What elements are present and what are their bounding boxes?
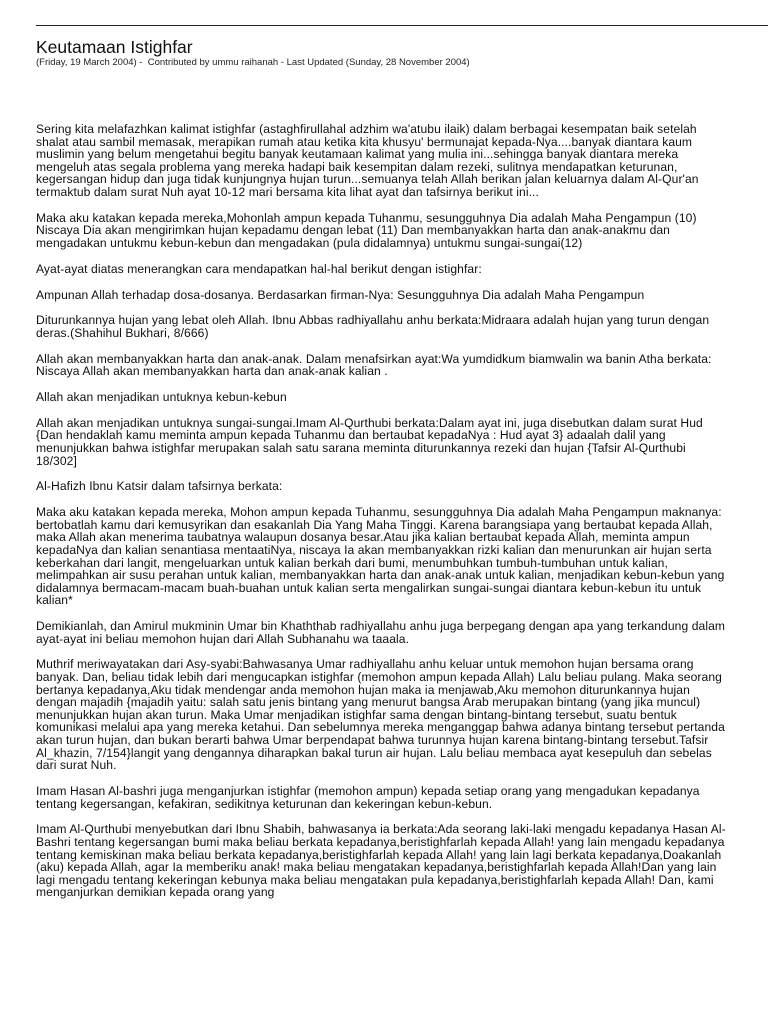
article-header xyxy=(36,37,736,69)
body-paragraph: Allah akan menjadikan untuknya sungai-sungai.Imam Al-Qurthubi berkata:Dalam ayat ini, juga disebutkan dalam surat Hud {Dan hendaklah kamu meminta ampun kepada Tuhanmu dan bertaubat kepadaNya : Hud ayat 3} adaalah dalil yang menunjukkan bahwa istighfar merupakan salah satu sarana meminta diturunkannya rezeki dan hujan {Tafsir Al-Qurthubi 18/302] xyxy=(36,415,703,468)
body-paragraph: Maka aku katakan kepada mereka, Mohon ampun kepada Tuhanmu, sesungguhnya Dia adalah Maha Pengampun maknanya: bertobatlah kamu dari kemusyrikan dan esakanlah Dia Yang Maha Tinggi. Karena barangsiapa yang bertaubat kepada Allah, maka Allah akan menerima taubatnya walaupun dosanya besar.Atau jika kalian bertaubat kepada Allah, meminta ampun kepadaNya dan kalian senantiasa mentaatiNya, niscaya Ia akan membanyakkan rizki kalian dan menurunkan air hujan serta keberkahan dari langit, mengeluarkan untuk kalian berkah dari bumi, menumbuhkan tumbuh-tumbuhan untuk kalian, melimpahkan air susu perahan untuk kalian, membanyakkan harta dan anak-anak untuk kalian, menjadikan kebun-kebun yang didalamnya bermacam-macam buah-buahan untuk kalian serta mengalirkan sungai-sungai diantara kebun-kebun itu untuk kalian* xyxy=(36,505,725,608)
body-paragraph: Imam Hasan Al-bashri juga menganjurkan istighfar (memohon ampun) kepada setiap orang yang mengadukan kepadanya tentang kegersangan, kefakiran, sedikitnya keturunan dan kekeringan kebun-kebun. xyxy=(36,784,700,811)
top-divider-line xyxy=(36,25,768,26)
body-paragraph: Sering kita melafazhkan kalimat istighfar (astaghfirullahal adzhim wa'atubu ilaik) dalam berbagai kesempatan baik setelah shalat atau sambil memasak, merapikan rumah atau ketika kita khusyu' bermunajat kepada-Nya....banyak diantara kaum muslimin yang belum mengetahui begitu banyak keutamaan kalimat yang mulia ini...sehingga banyak diantara mereka mengeluh atas segala problema yang mereka hadapi baik kesempitan dalam rezeki, sulitnya mendapatkan keturunan, kegersangan hidup dan juga tidak kunjungnya hujan turun...semuanya telah Allah berikan jalan keluarnya dalam Al-Qur'an termaktub dalam surat Nuh ayat 10-12 mari bersama kita lihat ayat dan tafsirnya berikut ini... xyxy=(36,122,699,199)
article-title: Keutamaan Istighfar xyxy=(36,37,193,57)
article-meta: (Friday, 19 March 2004) - Contributed by ummu raihanah - Last Updated (Sunday, 28 November 2004) xyxy=(36,57,470,68)
body-paragraph: Al-Hafizh Ibnu Katsir dalam tafsirnya berkata: xyxy=(36,479,283,494)
body-paragraph: Imam Al-Qurthubi menyebutkan dari Ibnu Shabih, bahwasanya ia berkata:Ada seorang laki-laki mengadu kepadanya Hasan Al-Bashri tentang kegersangan bumi maka beliau berkata kepadanya,beristighfarlah kepada Allah! yang lain mengadu kepadanya tentang kemiskinan maka beliau berkata kepadanya,beristighfarlah kepada Allah! yang lain lagi berkata kepadanya,Doakanlah (aku) kepada Allah, agar Ia memberiku anak! maka beliau mengatakan kepadanya,beristighfarlah kepada Allah!Dan yang lain lagi mengadu tentang kekeringan kebunya maka beliau mengatakan pula kepadanya,beristighfarlah kepada Allah! Dan, kami menganjurkan demikian kepada orang yang xyxy=(36,822,726,900)
body-paragraph: Demikianlah, dan Amirul mukminin Umar bin Khaththab radhiyallahu anhu juga berpegang dengan apa yang terkandung dalam ayat-ayat ini beliau memohon hujan dari Allah Subhanahu wa taaala. xyxy=(36,619,726,646)
body-paragraph: Ayat-ayat diatas menerangkan cara mendapatkan hal-hal berikut dengan istighfar: xyxy=(36,261,482,276)
body-paragraph: Muthrif meriwayatakan dari Asy-syabi:Bahwasanya Umar radhiyallahu anhu keluar untuk memohon hujan bersama orang banyak. Dan, beliau tidak lebih dari mengucapkan istighfar (memohon ampun kepada Allah) Lalu beliau pulang. Maka seorang bertanya kepadanya,Aku tidak mendengar anda memohon hujan maka ia menjawab,Aku memohon diturunkannya hujan dengan majadih {majadih yaitu: salah satu jenis bintang yang menurut bangsa Arab merupakan bintang (yang jika muncul) menunjukkan hujan akan turun. Maka Umar menjadikan istighfar sama dengan bintang-bintang tersebut, suatu bentuk komunikasi melalui apa yang mereka ketahui. Dan sebelumnya mereka menganggap bahwa adanya bintang tersebut pertanda akan turun hujan, dan bukan berarti bahwa Umar berpendapat bahwa turunnya hujan karena bintang-bintang tersebut.Tafsir Al_khazin, 7/154}langit yang dengannya diharapkan bakal turun air hujan. Lalu beliau membaca ayat kesepuluh dan sebelas dari surat Nuh. xyxy=(36,657,725,773)
body-paragraph: Ampunan Allah terhadap dosa-dosanya. Berdasarkan firman-Nya: Sesungguhnya Dia adalah Maha Pengampun xyxy=(36,287,645,302)
body-paragraph: Maka aku katakan kepada mereka,Mohonlah ampun kepada Tuhanmu, sesungguhnya Dia adalah Maha Pengampun (10) Niscaya Dia akan mengirimkan hujan kepadamu dengan lebat (11) Dan membanyakkan harta dan anak-anakmu dan mengadakan untukmu kebun-kebun dan mengadakan (pula didalamnya) untukmu sungai-sungai(12) xyxy=(36,210,697,250)
article-body xyxy=(36,123,730,912)
body-paragraph: Diturunkannya hujan yang lebat oleh Allah. Ibnu Abbas radhiyallahu anhu berkata:Midraara adalah hujan yang turun dengan deras.(Shahihul Bukhari, 8/666) xyxy=(36,313,710,340)
body-paragraph: Allah akan membanyakkan harta dan anak-anak. Dalam menafsirkan ayat:Wa yumdidkum biamwalin wa banin Atha berkata: Niscaya Allah akan membanyakkan harta dan anak-anak kalian . xyxy=(36,351,712,379)
body-paragraph: Allah akan menjadikan untuknya kebun-kebun xyxy=(36,390,287,405)
